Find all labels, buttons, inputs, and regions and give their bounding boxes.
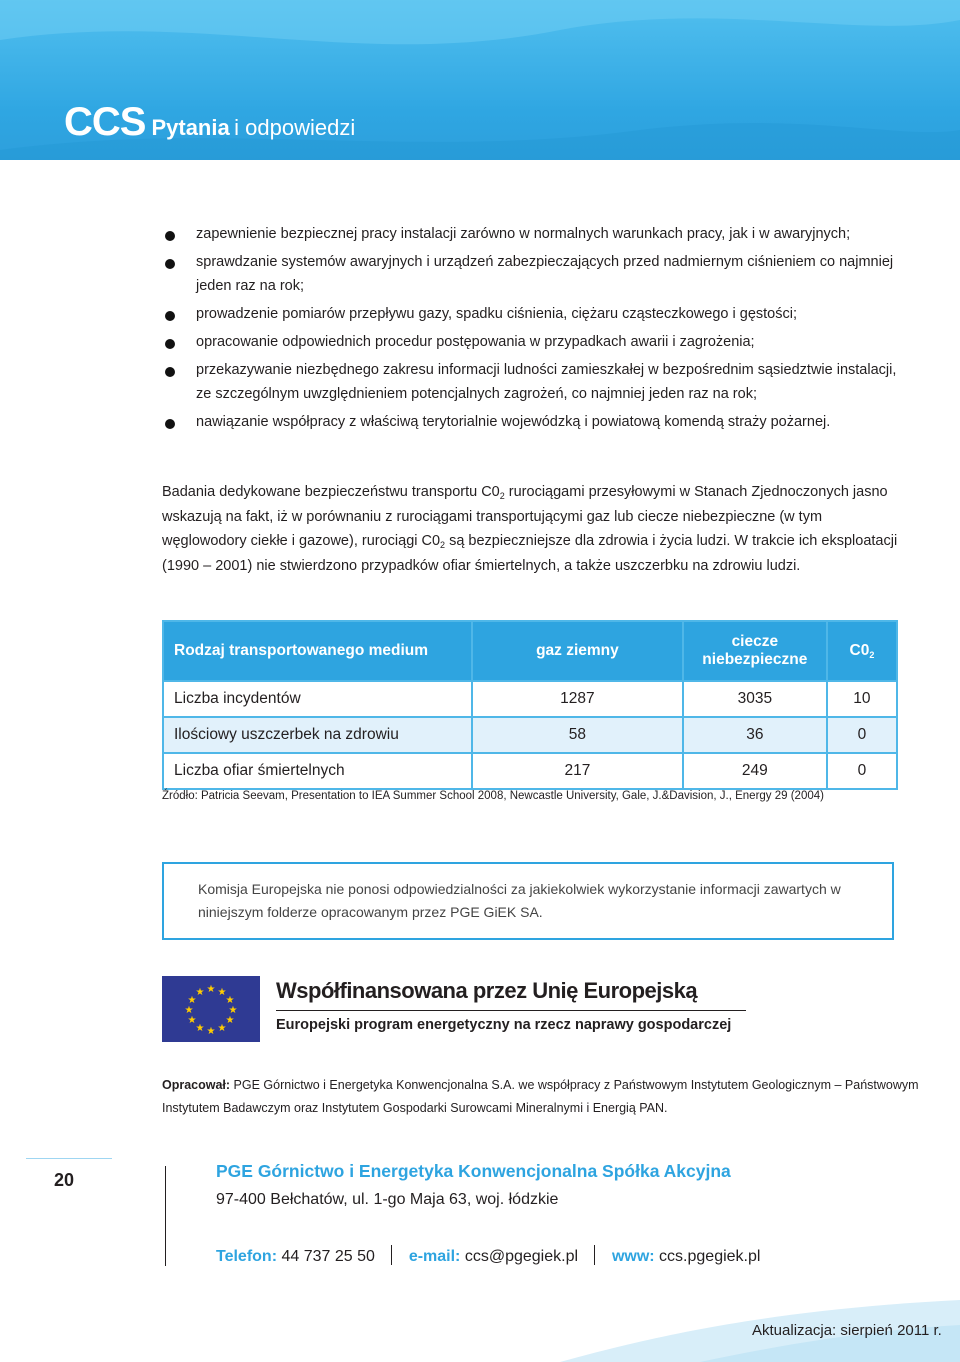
brand-subtitle-light: i odpowiedzi (234, 115, 356, 140)
brand-ccs: CCS (64, 100, 146, 144)
table-row (163, 753, 897, 789)
svg-text:★: ★ (206, 1026, 216, 1037)
list-item (162, 358, 902, 406)
header-co2-text: C0 (849, 642, 870, 659)
svg-text:★: ★ (184, 1005, 194, 1016)
brand-subtitle-bold: Pytania (151, 115, 230, 140)
header-liquids (683, 621, 827, 681)
svg-text:★: ★ (187, 1015, 197, 1026)
paragraph-text-1: Badania dedykowane bezpieczeństwu transportu C0 (162, 484, 500, 500)
bullet-icon (165, 231, 175, 241)
phone-value: 44 737 25 50 (277, 1248, 375, 1265)
www-link[interactable]: ccs.pgegiek.pl (654, 1248, 761, 1265)
header-medium: Rodzaj transportowanego medium (163, 621, 472, 681)
prepared-text: PGE Górnictwo i Energetyka Konwencjonalna S.A. we współpracy z Państwowym Instytutem Geologicznym – Państwowym Instytutem Badawczym oraz Instytutem Gospodarki Surowcami Mineralnymi i Energią PAN. (162, 1078, 919, 1115)
separator (391, 1245, 392, 1265)
prepared-by (162, 1074, 922, 1120)
header-co2 (827, 621, 897, 681)
list-item (162, 302, 902, 326)
bullet-icon (165, 259, 175, 269)
cell-gas: 58 (472, 717, 683, 753)
svg-text:★: ★ (195, 987, 205, 998)
footer-divider (165, 1166, 166, 1266)
cell-liquid: 249 (683, 753, 827, 789)
row-label: Liczba incydentów (163, 681, 472, 717)
subscript: 2 (499, 491, 505, 501)
disclaimer-box: Komisja Europejska nie ponosi odpowiedzialności za jakiekolwiek wykorzystanie informacji zawartych w niniejszym folderze opracowanym przez PGE GiEK SA. (162, 862, 894, 940)
svg-text:★: ★ (195, 1023, 205, 1034)
page-number-rule (26, 1158, 112, 1159)
prepared-label: Opracował: (162, 1078, 231, 1092)
paragraph-text-3: są bezpieczniejsze dla zdrowia i życia ludzi. W trakcie ich eksploatacji (1990 – 2001) nie stwierdzono przypadków ofiar śmiertelnych, a także uszczerbku na zdrowiu ludzi. (162, 533, 898, 574)
body-paragraph (162, 480, 902, 578)
eu-program-subtitle: Europejski program energetyczny na rzecz naprawy gospodarczej (276, 1017, 732, 1033)
svg-text:★: ★ (206, 984, 216, 995)
bullet-icon (165, 311, 175, 321)
list-item (162, 250, 902, 298)
company-name: PGE Górnictwo i Energetyka Konwencjonalna Spółka Akcyjna (216, 1161, 731, 1181)
cell-liquid: 3035 (683, 681, 827, 717)
page-number: 20 (54, 1170, 75, 1190)
cell-co2: 0 (827, 753, 897, 789)
bullet-icon (165, 419, 175, 429)
list-item-text: opracowanie odpowiednich procedur postępowania w przypadkach awarii i zagrożenia; (196, 334, 755, 350)
email-label: e-mail: (408, 1248, 461, 1265)
table-row (163, 681, 897, 717)
eu-flag-icon (162, 976, 260, 1042)
svg-text:★: ★ (217, 1023, 227, 1034)
contact-line (216, 1245, 760, 1266)
table-row (163, 717, 897, 753)
svg-text:★: ★ (217, 987, 227, 998)
svg-text:★: ★ (228, 1005, 238, 1016)
list-item-text: sprawdzanie systemów awaryjnych i urządzeń zabezpieczających przed nadmiernym ciśnieniem co najmniej jeden raz na rok; (196, 254, 894, 294)
cell-liquid: 36 (683, 717, 827, 753)
bullet-icon (165, 339, 175, 349)
subscript: 2 (869, 650, 875, 660)
header-liquids-text: ciecze niebezpieczne (702, 633, 808, 668)
list-item-text: nawiązanie współpracy z właściwą terytorialnie wojewódzką i powiatową komendą straży pożarnej. (196, 414, 831, 430)
page-header (0, 0, 960, 160)
brand-title (64, 100, 355, 145)
paragraph-text-2: rurociągami przesyłowymi w Stanach Zjednoczonych jasno wskazują na fakt, iż w porównaniu z rurociągami transportującymi gaz lub ciecze niebezpieczne (w tym węglowodory ciekłe i gazowe), rurociągi C0 (162, 484, 888, 549)
svg-text:★: ★ (225, 1015, 235, 1026)
eu-stars-icon (162, 976, 260, 1042)
source-note: Źródło: Patricia Seevam, Presentation to IEA Summer School 2008, Newcastle University, Gale, J.&Davision, J., Energy 29 (2004) (162, 790, 824, 802)
header-gas: gaz ziemny (472, 621, 683, 681)
cell-gas: 217 (472, 753, 683, 789)
svg-text:★: ★ (187, 995, 197, 1006)
cell-co2: 0 (827, 717, 897, 753)
bullet-icon (165, 367, 175, 377)
subscript: 2 (440, 540, 446, 550)
email-link[interactable]: ccs@pgegiek.pl (460, 1248, 579, 1265)
eu-cofinancing-title: Współfinansowana przez Unię Europejską (276, 978, 698, 1003)
list-item-text: prowadzenie pomiarów przepływu gazy, spadku ciśnienia, ciężaru cząsteczkowego i gęstości; (196, 306, 797, 322)
list-item (162, 330, 902, 354)
company-address: 97-400 Bełchatów, ul. 1-go Maja 63, woj. łódzkie (216, 1191, 559, 1208)
update-date: Aktualizacja: sierpień 2011 r. (752, 1322, 942, 1339)
eu-divider (276, 1010, 746, 1011)
comparison-table (162, 620, 898, 790)
list-item-text: zapewnienie bezpiecznej pracy instalacji zarówno w normalnych warunkach pracy, jak i w awaryjnych; (196, 226, 851, 242)
list-item (162, 222, 902, 246)
www-label: www: (611, 1248, 655, 1265)
phone-label: Telefon: (216, 1248, 278, 1265)
list-item (162, 410, 902, 434)
table-header-row (163, 621, 897, 681)
separator (594, 1245, 595, 1265)
svg-text:★: ★ (225, 995, 235, 1006)
row-label: Liczba ofiar śmiertelnych (163, 753, 472, 789)
list-item-text: przekazywanie niezbędnego zakresu informacji ludności zamieszkałej w bezpośrednim sąsiedztwie instalacji, ze szczególnym uwzględnieniem potencjalnych zagrożeń, co najmniej jeden raz na rok; (196, 362, 897, 402)
row-label: Ilościowy uszczerbek na zdrowiu (163, 717, 472, 753)
bullet-list (162, 222, 902, 438)
cell-gas: 1287 (472, 681, 683, 717)
cell-co2: 10 (827, 681, 897, 717)
